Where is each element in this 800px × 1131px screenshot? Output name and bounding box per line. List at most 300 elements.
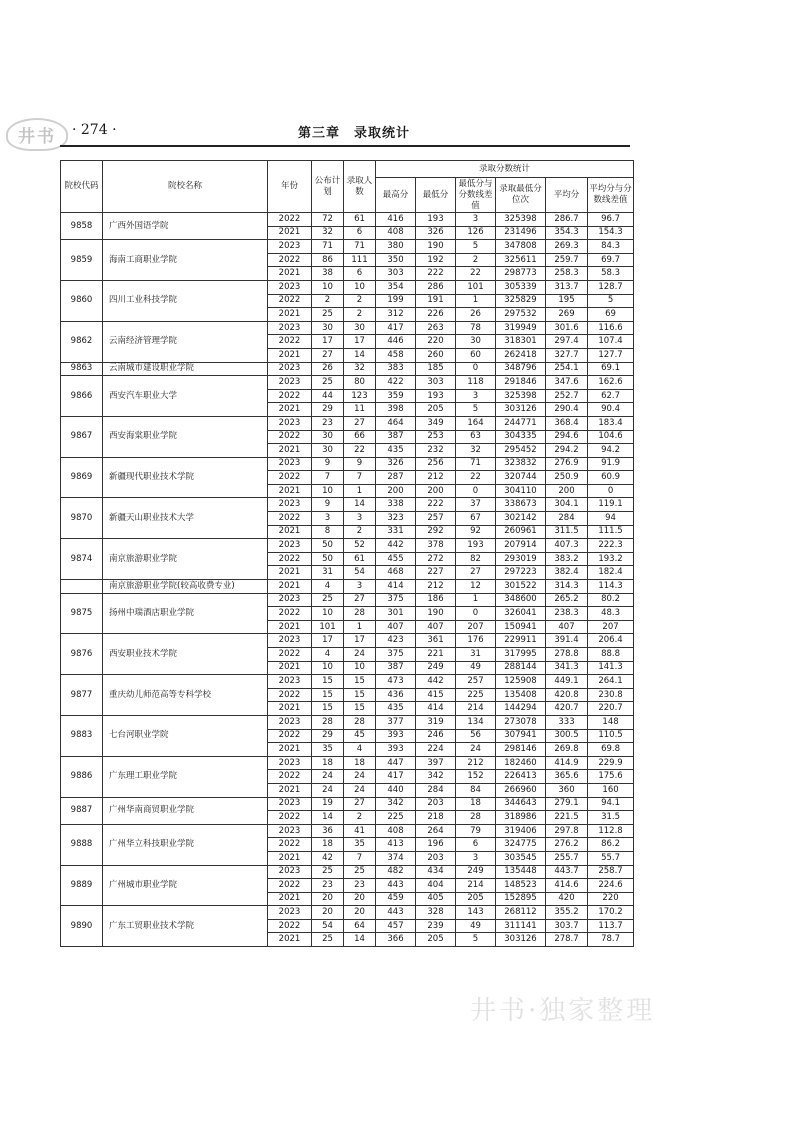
- cell-plan: 29: [312, 403, 344, 417]
- header-rule: [60, 145, 630, 147]
- cell-min: 319: [416, 715, 456, 729]
- table-row: [61, 580, 634, 594]
- cell-admitted: 54: [344, 566, 376, 580]
- cell-avg-diff: 69.8: [588, 743, 634, 757]
- cell-year: 2023: [268, 280, 312, 294]
- cell-admitted: 66: [344, 430, 376, 444]
- cell-min: 407: [416, 620, 456, 634]
- cell-max: 387: [376, 430, 416, 444]
- cell-avg: 407: [546, 620, 588, 634]
- cell-admitted: 14: [344, 498, 376, 512]
- cell-min-diff: 67: [456, 512, 496, 526]
- cell-year: 2021: [268, 783, 312, 797]
- cell-code: 9887: [61, 797, 103, 824]
- cell-min-rank: 323832: [496, 457, 546, 471]
- cell-avg: 265.2: [546, 593, 588, 607]
- cell-plan: 30: [312, 430, 344, 444]
- cell-max: 326: [376, 457, 416, 471]
- cell-admitted: 20: [344, 892, 376, 906]
- cell-avg-diff: 5: [588, 294, 634, 308]
- cell-year: 2021: [268, 403, 312, 417]
- cell-code: 9866: [61, 376, 103, 417]
- cell-min-rank: 244771: [496, 416, 546, 430]
- cell-min-rank: 295452: [496, 444, 546, 458]
- cell-plan: 19: [312, 797, 344, 811]
- cell-plan: 71: [312, 240, 344, 254]
- cell-admitted: 28: [344, 715, 376, 729]
- cell-avg: 420: [546, 892, 588, 906]
- cell-avg-diff: 222.3: [588, 539, 634, 553]
- cell-year: 2023: [268, 457, 312, 471]
- cell-min-rank: 325398: [496, 213, 546, 227]
- cell-year: 2023: [268, 715, 312, 729]
- cell-min-diff: 78: [456, 321, 496, 335]
- cell-min-diff: 28: [456, 811, 496, 825]
- table-row: [61, 756, 634, 770]
- cell-avg: 258.3: [546, 267, 588, 281]
- cell-year: 2021: [268, 851, 312, 865]
- cell-min: 192: [416, 253, 456, 267]
- cell-min-diff: 225: [456, 688, 496, 702]
- cell-min-diff: 49: [456, 919, 496, 933]
- cell-min: 205: [416, 403, 456, 417]
- cell-min: 205: [416, 933, 456, 947]
- cell-admitted: 7: [344, 851, 376, 865]
- cell-plan: 25: [312, 933, 344, 947]
- table-row: [61, 280, 634, 294]
- cell-admitted: 123: [344, 389, 376, 403]
- cell-avg-diff: 60.9: [588, 471, 634, 485]
- cell-min-rank: 318301: [496, 335, 546, 349]
- cell-avg: 313.7: [546, 280, 588, 294]
- cell-year: 2022: [268, 213, 312, 227]
- table-row: [61, 457, 634, 471]
- cell-min-diff: 126: [456, 226, 496, 240]
- cell-plan: 28: [312, 715, 344, 729]
- cell-min: 434: [416, 865, 456, 879]
- cell-max: 455: [376, 552, 416, 566]
- cell-min-rank: 320744: [496, 471, 546, 485]
- cell-year: 2021: [268, 743, 312, 757]
- cell-avg: 200: [546, 484, 588, 498]
- cell-avg-diff: 111.5: [588, 525, 634, 539]
- cell-max: 377: [376, 715, 416, 729]
- cell-plan: 15: [312, 675, 344, 689]
- cell-max: 359: [376, 389, 416, 403]
- cell-year: 2022: [268, 294, 312, 308]
- cell-min: 193: [416, 389, 456, 403]
- cell-max: 442: [376, 539, 416, 553]
- cell-avg: 414.9: [546, 756, 588, 770]
- cell-max: 375: [376, 593, 416, 607]
- cell-avg: 347.6: [546, 376, 588, 390]
- cell-min-diff: 12: [456, 580, 496, 594]
- cell-min-rank: 325829: [496, 294, 546, 308]
- cell-admitted: 27: [344, 416, 376, 430]
- cell-name: 扬州中瑞酒店职业学院: [103, 593, 268, 634]
- cell-min: 246: [416, 729, 456, 743]
- cell-min: 222: [416, 498, 456, 512]
- cell-min-rank: 319949: [496, 321, 546, 335]
- cell-min-diff: 3: [456, 851, 496, 865]
- cell-min-rank: 226413: [496, 770, 546, 784]
- cell-year: 2022: [268, 879, 312, 893]
- cell-min: 326: [416, 226, 456, 240]
- cell-name: 南京旅游职业学院(较高收费专业): [103, 580, 268, 594]
- cell-min: 190: [416, 240, 456, 254]
- cell-avg: 259.7: [546, 253, 588, 267]
- publisher-logo: 井书: [6, 118, 68, 151]
- header-min: 最低分: [416, 178, 456, 213]
- cell-min-rank: 182460: [496, 756, 546, 770]
- cell-code: [61, 580, 103, 594]
- cell-avg: 407.3: [546, 539, 588, 553]
- cell-plan: 10: [312, 607, 344, 621]
- cell-year: 2021: [268, 484, 312, 498]
- cell-admitted: 24: [344, 783, 376, 797]
- cell-max: 350: [376, 253, 416, 267]
- cell-max: 387: [376, 661, 416, 675]
- header-max: 最高分: [376, 178, 416, 213]
- cell-plan: 17: [312, 335, 344, 349]
- cell-year: 2023: [268, 865, 312, 879]
- cell-name: 西安海棠职业学院: [103, 416, 268, 457]
- cell-code: 9888: [61, 824, 103, 865]
- cell-min-rank: 325398: [496, 389, 546, 403]
- cell-avg: 290.4: [546, 403, 588, 417]
- cell-avg: 294.2: [546, 444, 588, 458]
- cell-min-diff: 205: [456, 892, 496, 906]
- cell-min-rank: 262418: [496, 348, 546, 362]
- cell-min-diff: 2: [456, 253, 496, 267]
- cell-max: 354: [376, 280, 416, 294]
- cell-name: 七台河职业学院: [103, 715, 268, 756]
- cell-avg-diff: 183.4: [588, 416, 634, 430]
- cell-min-diff: 92: [456, 525, 496, 539]
- cell-max: 408: [376, 824, 416, 838]
- cell-avg: 383.2: [546, 552, 588, 566]
- cell-admitted: 25: [344, 865, 376, 879]
- cell-min-rank: 324775: [496, 838, 546, 852]
- cell-max: 342: [376, 797, 416, 811]
- cell-plan: 54: [312, 919, 344, 933]
- cell-year: 2021: [268, 892, 312, 906]
- cell-admitted: 2: [344, 811, 376, 825]
- cell-min-rank: 144294: [496, 702, 546, 716]
- cell-avg-diff: 94.1: [588, 797, 634, 811]
- cell-avg-diff: 80.2: [588, 593, 634, 607]
- cell-min-rank: 347808: [496, 240, 546, 254]
- table-row: [61, 213, 634, 227]
- cell-avg: 254.1: [546, 362, 588, 376]
- cell-min-diff: 26: [456, 308, 496, 322]
- cell-avg: 279.1: [546, 797, 588, 811]
- cell-name: 西安汽车职业大学: [103, 376, 268, 417]
- cell-min-diff: 1: [456, 593, 496, 607]
- cell-code: 9870: [61, 498, 103, 539]
- table-row: [61, 715, 634, 729]
- cell-max: 199: [376, 294, 416, 308]
- cell-min: 286: [416, 280, 456, 294]
- cell-min-diff: 0: [456, 607, 496, 621]
- cell-admitted: 24: [344, 648, 376, 662]
- header-min-diff: 最低分与分数线差值: [456, 178, 496, 213]
- cell-avg-diff: 94: [588, 512, 634, 526]
- cell-min: 200: [416, 484, 456, 498]
- cell-year: 2021: [268, 661, 312, 675]
- admission-table-container: [60, 160, 633, 947]
- cell-avg: 238.3: [546, 607, 588, 621]
- cell-year: 2023: [268, 906, 312, 920]
- cell-name: 广西外国语学院: [103, 213, 268, 240]
- cell-plan: 25: [312, 376, 344, 390]
- cell-avg: 420.7: [546, 702, 588, 716]
- cell-min: 442: [416, 675, 456, 689]
- cell-year: 2022: [268, 552, 312, 566]
- cell-avg: 276.9: [546, 457, 588, 471]
- cell-year: 2023: [268, 593, 312, 607]
- chapter-title: 第三章 录取统计: [298, 126, 411, 141]
- cell-min: 256: [416, 457, 456, 471]
- cell-max: 464: [376, 416, 416, 430]
- cell-plan: 24: [312, 770, 344, 784]
- cell-avg-diff: 116.6: [588, 321, 634, 335]
- cell-code: 9867: [61, 416, 103, 457]
- cell-plan: 15: [312, 688, 344, 702]
- cell-year: 2021: [268, 267, 312, 281]
- cell-avg-diff: 0: [588, 484, 634, 498]
- cell-admitted: 3: [344, 580, 376, 594]
- cell-avg-diff: 55.7: [588, 851, 634, 865]
- cell-admitted: 27: [344, 593, 376, 607]
- cell-min-diff: 1: [456, 294, 496, 308]
- cell-avg: 301.6: [546, 321, 588, 335]
- cell-min: 272: [416, 552, 456, 566]
- cell-avg: 221.5: [546, 811, 588, 825]
- cell-year: 2023: [268, 797, 312, 811]
- cell-code: 9862: [61, 321, 103, 362]
- table-row: [61, 321, 634, 335]
- cell-max: 458: [376, 348, 416, 362]
- cell-year: 2022: [268, 389, 312, 403]
- page-number: · 274 ·: [72, 122, 117, 138]
- cell-plan: 26: [312, 362, 344, 376]
- cell-admitted: 9: [344, 457, 376, 471]
- cell-plan: 25: [312, 865, 344, 879]
- cell-year: 2021: [268, 525, 312, 539]
- cell-min: 190: [416, 607, 456, 621]
- cell-min-diff: 27: [456, 566, 496, 580]
- cell-min-rank: 231496: [496, 226, 546, 240]
- cell-max: 380: [376, 240, 416, 254]
- cell-min-rank: 304110: [496, 484, 546, 498]
- cell-avg-diff: 127.7: [588, 348, 634, 362]
- cell-avg: 278.8: [546, 648, 588, 662]
- cell-max: 447: [376, 756, 416, 770]
- cell-plan: 42: [312, 851, 344, 865]
- cell-max: 398: [376, 403, 416, 417]
- cell-min-diff: 18: [456, 797, 496, 811]
- cell-plan: 10: [312, 661, 344, 675]
- cell-min-diff: 6: [456, 838, 496, 852]
- cell-avg: 303.7: [546, 919, 588, 933]
- cell-max: 323: [376, 512, 416, 526]
- cell-code: 9874: [61, 539, 103, 580]
- cell-plan: 50: [312, 539, 344, 553]
- cell-avg: 327.7: [546, 348, 588, 362]
- cell-plan: 23: [312, 416, 344, 430]
- cell-admitted: 32: [344, 362, 376, 376]
- cell-year: 2022: [268, 471, 312, 485]
- cell-name: 云南经济管理学院: [103, 321, 268, 362]
- cell-plan: 25: [312, 308, 344, 322]
- cell-name: 广州城市职业学院: [103, 865, 268, 906]
- cell-max: 407: [376, 620, 416, 634]
- cell-min-rank: 229911: [496, 634, 546, 648]
- cell-min-rank: 319406: [496, 824, 546, 838]
- table-row: [61, 240, 634, 254]
- cell-year: 2021: [268, 308, 312, 322]
- cell-min-diff: 0: [456, 362, 496, 376]
- cell-admitted: 71: [344, 240, 376, 254]
- cell-admitted: 18: [344, 756, 376, 770]
- cell-avg: 414.6: [546, 879, 588, 893]
- cell-avg-diff: 119.1: [588, 498, 634, 512]
- cell-min-diff: 249: [456, 865, 496, 879]
- cell-code: 9876: [61, 634, 103, 675]
- cell-min-rank: 293019: [496, 552, 546, 566]
- cell-admitted: 22: [344, 444, 376, 458]
- cell-admitted: 1: [344, 484, 376, 498]
- cell-avg: 250.9: [546, 471, 588, 485]
- cell-plan: 23: [312, 879, 344, 893]
- cell-year: 2021: [268, 933, 312, 947]
- cell-plan: 44: [312, 389, 344, 403]
- cell-year: 2023: [268, 634, 312, 648]
- cell-code: 9877: [61, 675, 103, 716]
- cell-year: 2022: [268, 253, 312, 267]
- cell-min-diff: 30: [456, 335, 496, 349]
- cell-min: 263: [416, 321, 456, 335]
- cell-name: 新疆现代职业技术学院: [103, 457, 268, 498]
- cell-avg: 300.5: [546, 729, 588, 743]
- cell-admitted: 10: [344, 280, 376, 294]
- cell-admitted: 64: [344, 919, 376, 933]
- cell-min: 232: [416, 444, 456, 458]
- cell-admitted: 61: [344, 213, 376, 227]
- cell-avg-diff: 162.6: [588, 376, 634, 390]
- cell-name: 四川工业科技学院: [103, 280, 268, 321]
- cell-plan: 15: [312, 702, 344, 716]
- cell-min-rank: 303545: [496, 851, 546, 865]
- cell-plan: 30: [312, 321, 344, 335]
- cell-avg-diff: 48.3: [588, 607, 634, 621]
- cell-plan: 17: [312, 634, 344, 648]
- cell-avg-diff: 107.4: [588, 335, 634, 349]
- cell-min: 414: [416, 702, 456, 716]
- cell-avg: 297.8: [546, 824, 588, 838]
- cell-avg: 443.7: [546, 865, 588, 879]
- cell-min-rank: 297223: [496, 566, 546, 580]
- cell-max: 440: [376, 783, 416, 797]
- cell-plan: 29: [312, 729, 344, 743]
- cell-min: 264: [416, 824, 456, 838]
- cell-avg-diff: 86.2: [588, 838, 634, 852]
- cell-plan: 24: [312, 783, 344, 797]
- cell-code: 9889: [61, 865, 103, 906]
- cell-avg-diff: 128.7: [588, 280, 634, 294]
- cell-min-diff: 32: [456, 444, 496, 458]
- cell-min: 292: [416, 525, 456, 539]
- cell-min-diff: 24: [456, 743, 496, 757]
- cell-min: 349: [416, 416, 456, 430]
- cell-avg-diff: 113.7: [588, 919, 634, 933]
- cell-min-diff: 101: [456, 280, 496, 294]
- cell-min-rank: 268112: [496, 906, 546, 920]
- cell-min: 378: [416, 539, 456, 553]
- cell-admitted: 3: [344, 512, 376, 526]
- cell-plan: 35: [312, 743, 344, 757]
- cell-admitted: 6: [344, 267, 376, 281]
- cell-min-diff: 214: [456, 702, 496, 716]
- cell-min-diff: 5: [456, 403, 496, 417]
- cell-min: 328: [416, 906, 456, 920]
- cell-max: 457: [376, 919, 416, 933]
- cell-min: 260: [416, 348, 456, 362]
- cell-plan: 20: [312, 892, 344, 906]
- cell-max: 393: [376, 743, 416, 757]
- cell-avg-diff: 114.3: [588, 580, 634, 594]
- table-row: [61, 634, 634, 648]
- cell-avg-diff: 110.5: [588, 729, 634, 743]
- cell-avg: 420.8: [546, 688, 588, 702]
- cell-plan: 101: [312, 620, 344, 634]
- header-plan: 公布计划: [312, 161, 344, 213]
- cell-min-rank: 302142: [496, 512, 546, 526]
- cell-min-diff: 22: [456, 267, 496, 281]
- admission-statistics-table: [60, 160, 634, 947]
- cell-avg-diff: 258.7: [588, 865, 634, 879]
- cell-avg-diff: 91.9: [588, 457, 634, 471]
- cell-avg: 391.4: [546, 634, 588, 648]
- table-body: [61, 213, 634, 947]
- cell-avg: 278.7: [546, 933, 588, 947]
- cell-year: 2022: [268, 688, 312, 702]
- cell-avg: 304.1: [546, 498, 588, 512]
- cell-code: 9883: [61, 715, 103, 756]
- cell-year: 2022: [268, 607, 312, 621]
- cell-avg-diff: 112.8: [588, 824, 634, 838]
- cell-max: 225: [376, 811, 416, 825]
- cell-name: 云南城市建设职业学院: [103, 362, 268, 376]
- cell-plan: 30: [312, 444, 344, 458]
- cell-min-rank: 135408: [496, 688, 546, 702]
- cell-avg: 294.6: [546, 430, 588, 444]
- cell-min: 361: [416, 634, 456, 648]
- table-row: [61, 416, 634, 430]
- cell-avg: 252.7: [546, 389, 588, 403]
- cell-admitted: 61: [344, 552, 376, 566]
- cell-avg-diff: 207: [588, 620, 634, 634]
- cell-avg-diff: 96.7: [588, 213, 634, 227]
- cell-plan: 2: [312, 294, 344, 308]
- cell-plan: 72: [312, 213, 344, 227]
- cell-plan: 14: [312, 811, 344, 825]
- cell-year: 2021: [268, 620, 312, 634]
- cell-avg: 449.1: [546, 675, 588, 689]
- header-name: 院校名称: [103, 161, 268, 213]
- cell-avg: 297.4: [546, 335, 588, 349]
